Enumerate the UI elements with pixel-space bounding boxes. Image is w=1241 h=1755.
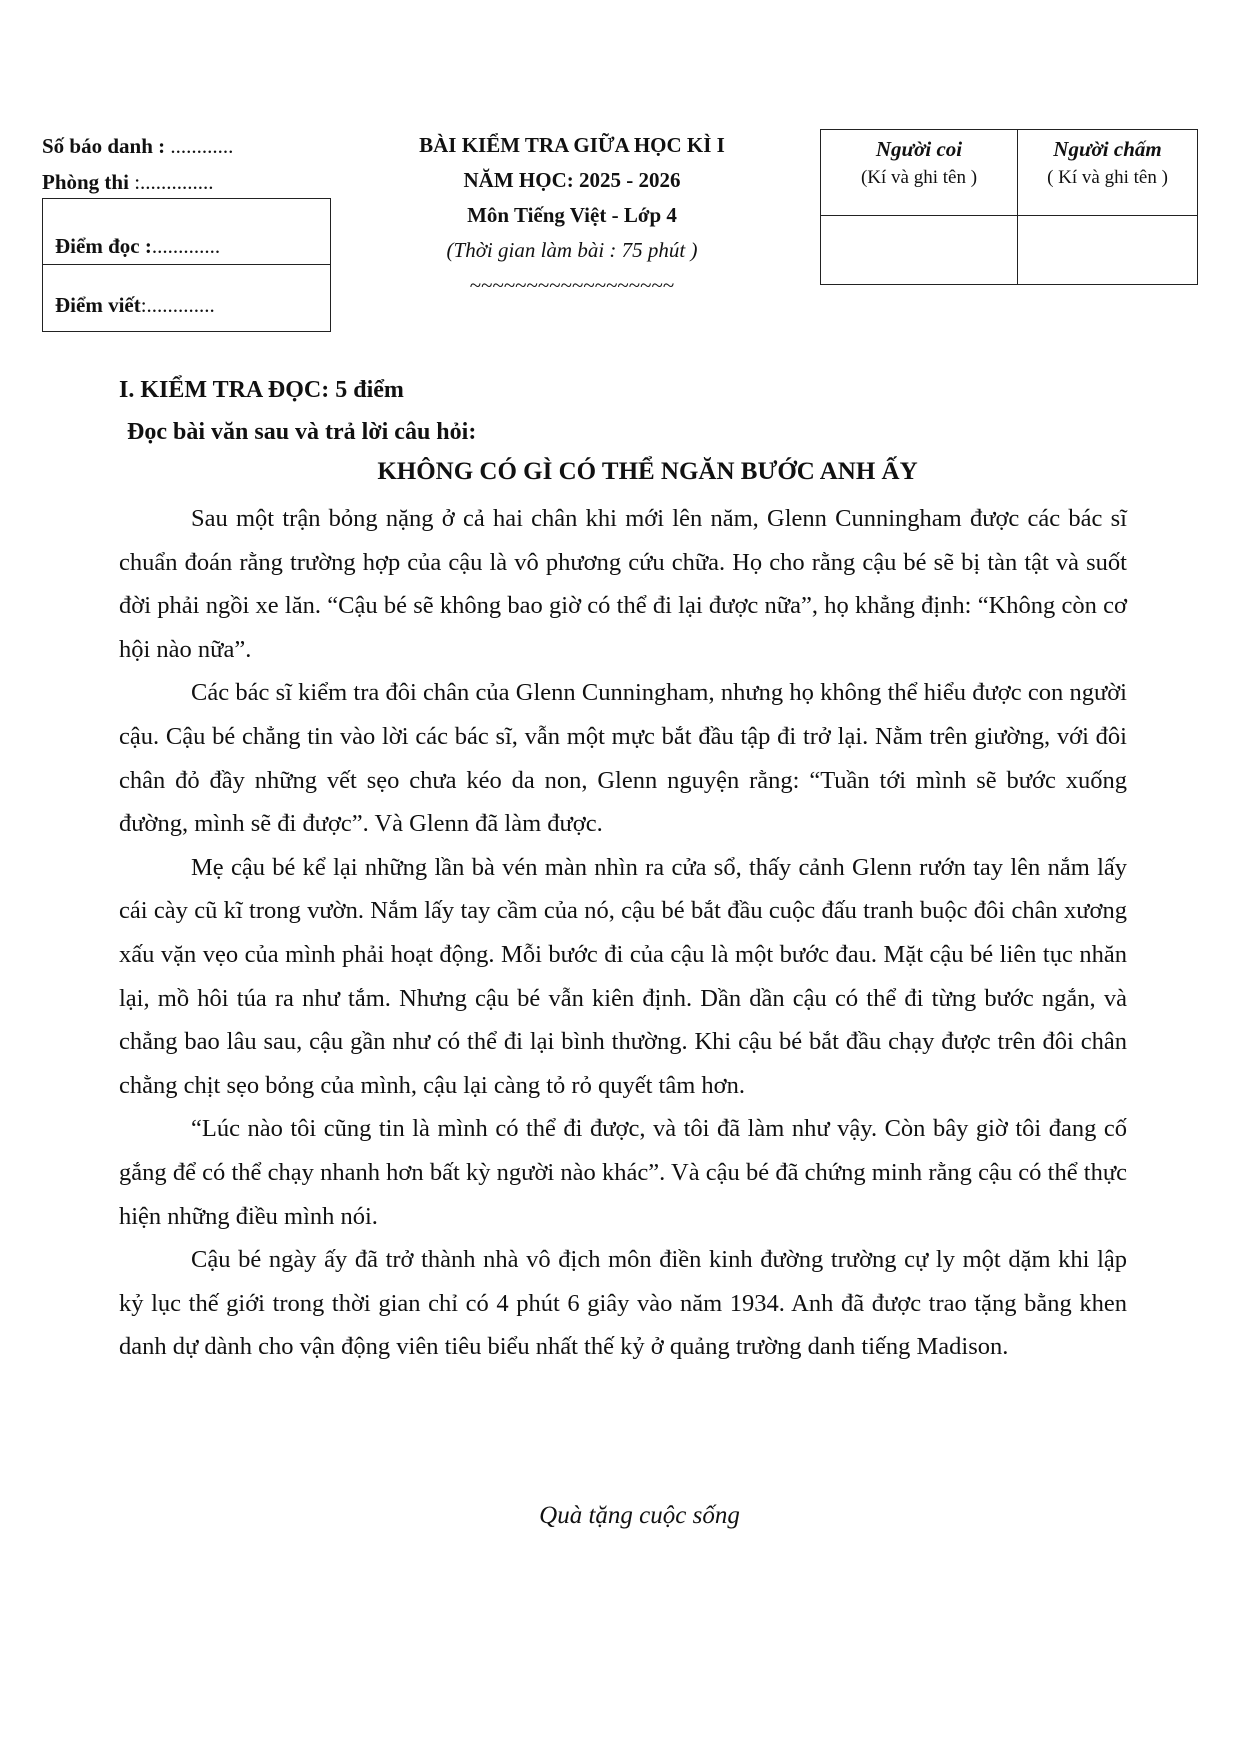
- paragraph-1: Sau một trận bỏng nặng ở cả hai chân khi mới lên năm, Glenn Cunningham được các bác sĩ chuẩn đoán rằng trường hợp của cậu là vô phương cứu chữa. Họ cho rằng cậu bé sẽ bị tàn tật và suốt đời phải ngồi xe lăn. “Cậu bé sẽ không bao giờ có thể đi lại được nữa”, họ khẳng định: “Không còn cơ hội nào nữa”.: [119, 505, 1127, 663]
- decorative-divider: ~~~~~~~~~~~~~~~~~~: [469, 273, 675, 297]
- subject-grade: Môn Tiếng Việt - Lớp 4: [467, 203, 677, 227]
- grader-signature-cell: [1018, 216, 1197, 284]
- invigilator-header: [821, 130, 1018, 216]
- story-body: [119, 497, 1127, 1369]
- writing-score-blank: :.............: [140, 292, 215, 317]
- candidate-number-label: Số báo danh :: [42, 134, 166, 158]
- reading-instruction: Đọc bài văn sau và trả lời câu hỏi:: [127, 419, 477, 445]
- candidate-number-line: [42, 128, 233, 164]
- story-source: Quà tặng cuộc sống: [539, 1502, 740, 1529]
- exam-room-label: Phòng thi: [42, 170, 129, 194]
- signature-box: [820, 129, 1198, 285]
- student-info: [42, 128, 233, 200]
- paragraph-4: “Lúc nào tôi cũng tin là mình có thể đi được, và tôi đã làm như vậy. Còn bây giờ tôi đang cố gắng để có thể chạy nhanh hơn bất kỳ người nào khác”. Và cậu bé đã chứng minh rằng cậu có thể thực hiện những điều mình nói.: [119, 1115, 1127, 1230]
- time-allowed: (Thời gian làm bài : 75 phút ): [446, 238, 698, 262]
- paragraph-5: Cậu bé ngày ấy đã trở thành nhà vô địch môn điền kinh đường trường cự ly một dặm khi lập kỷ lục thế giới trong thời gian chỉ có 4 phút 6 giây vào năm 1934. Anh đã được trao tặng bằng khen danh dự dành cho vận động viên tiêu biểu nhất thế kỷ ở quảng trường danh tiếng Madison.: [119, 1246, 1127, 1361]
- writing-score-label: Điểm viết: [55, 292, 141, 317]
- score-box: [42, 198, 331, 332]
- paragraph-2: Các bác sĩ kiểm tra đôi chân của Glenn Cunningham, nhưng họ không thể hiểu được con người cậu. Cậu bé chẳng tin vào lời các bác sĩ, vẫn một mực bắt đầu tập đi trở lại. Nằm trên giường, với đôi chân đỏ đầy những vết sẹo chưa kéo da non, Glenn nguyện rằng: “Tuần tới mình sẽ bước xuống đường, mình sẽ đi được”. Và Glenn đã làm được.: [119, 679, 1127, 838]
- candidate-number-blank: ............: [165, 134, 234, 158]
- paragraph-3: Mẹ cậu bé kể lại những lần bà vén màn nhìn ra cửa sổ, thấy cảnh Glenn rướn tay lên nắm lấy cái cày cũ kĩ trong vườn. Nắm lấy tay cầm của nó, cậu bé bắt đầu cuộc đấu tranh buộc đôi chân xương xấu vặn vẹo của mình phải hoạt động. Mỗi bước đi của cậu là một bước đau. Mặt cậu bé liên tục nhăn lại, mồ hôi túa ra như tắm. Nhưng cậu bé vẫn kiên định. Dần dần cậu có thể đi từng bước ngắn, và chẳng bao lâu sau, cậu gần như có thể đi lại bình thường. Khi cậu bé bắt đầu chạy được trên đôi chân chằng chịt sẹo bỏng của mình, cậu lại càng tỏ rỏ quyết tâm hơn.: [119, 853, 1127, 1099]
- invigilator-note: (Kí và ghi tên ): [860, 167, 978, 188]
- story-title: KHÔNG CÓ GÌ CÓ THỂ NGĂN BƯỚC ANH ẤY: [377, 458, 918, 485]
- school-year: NĂM HỌC: 2025 - 2026: [463, 168, 681, 192]
- exam-room-line: [42, 164, 233, 200]
- section-title: I. KIỂM TRA ĐỌC: 5 điểm: [119, 377, 404, 403]
- exam-title: BÀI KIỂM TRA GIỮA HỌC KÌ I: [419, 133, 725, 157]
- invigilator-label: Người coi: [875, 137, 963, 161]
- writing-score-row: [43, 265, 330, 331]
- grader-note: ( Kí và ghi tên ): [1047, 167, 1168, 188]
- invigilator-signature-cell: [821, 216, 1018, 284]
- reading-score-blank: .............: [151, 234, 221, 258]
- grader-header: [1018, 130, 1197, 216]
- exam-room-blank: :..............: [128, 170, 214, 194]
- reading-score-row: [43, 199, 330, 265]
- grader-label: Người chấm: [1053, 137, 1162, 161]
- reading-score-label: Điểm đọc :: [55, 234, 152, 258]
- exam-title-block: [372, 128, 772, 303]
